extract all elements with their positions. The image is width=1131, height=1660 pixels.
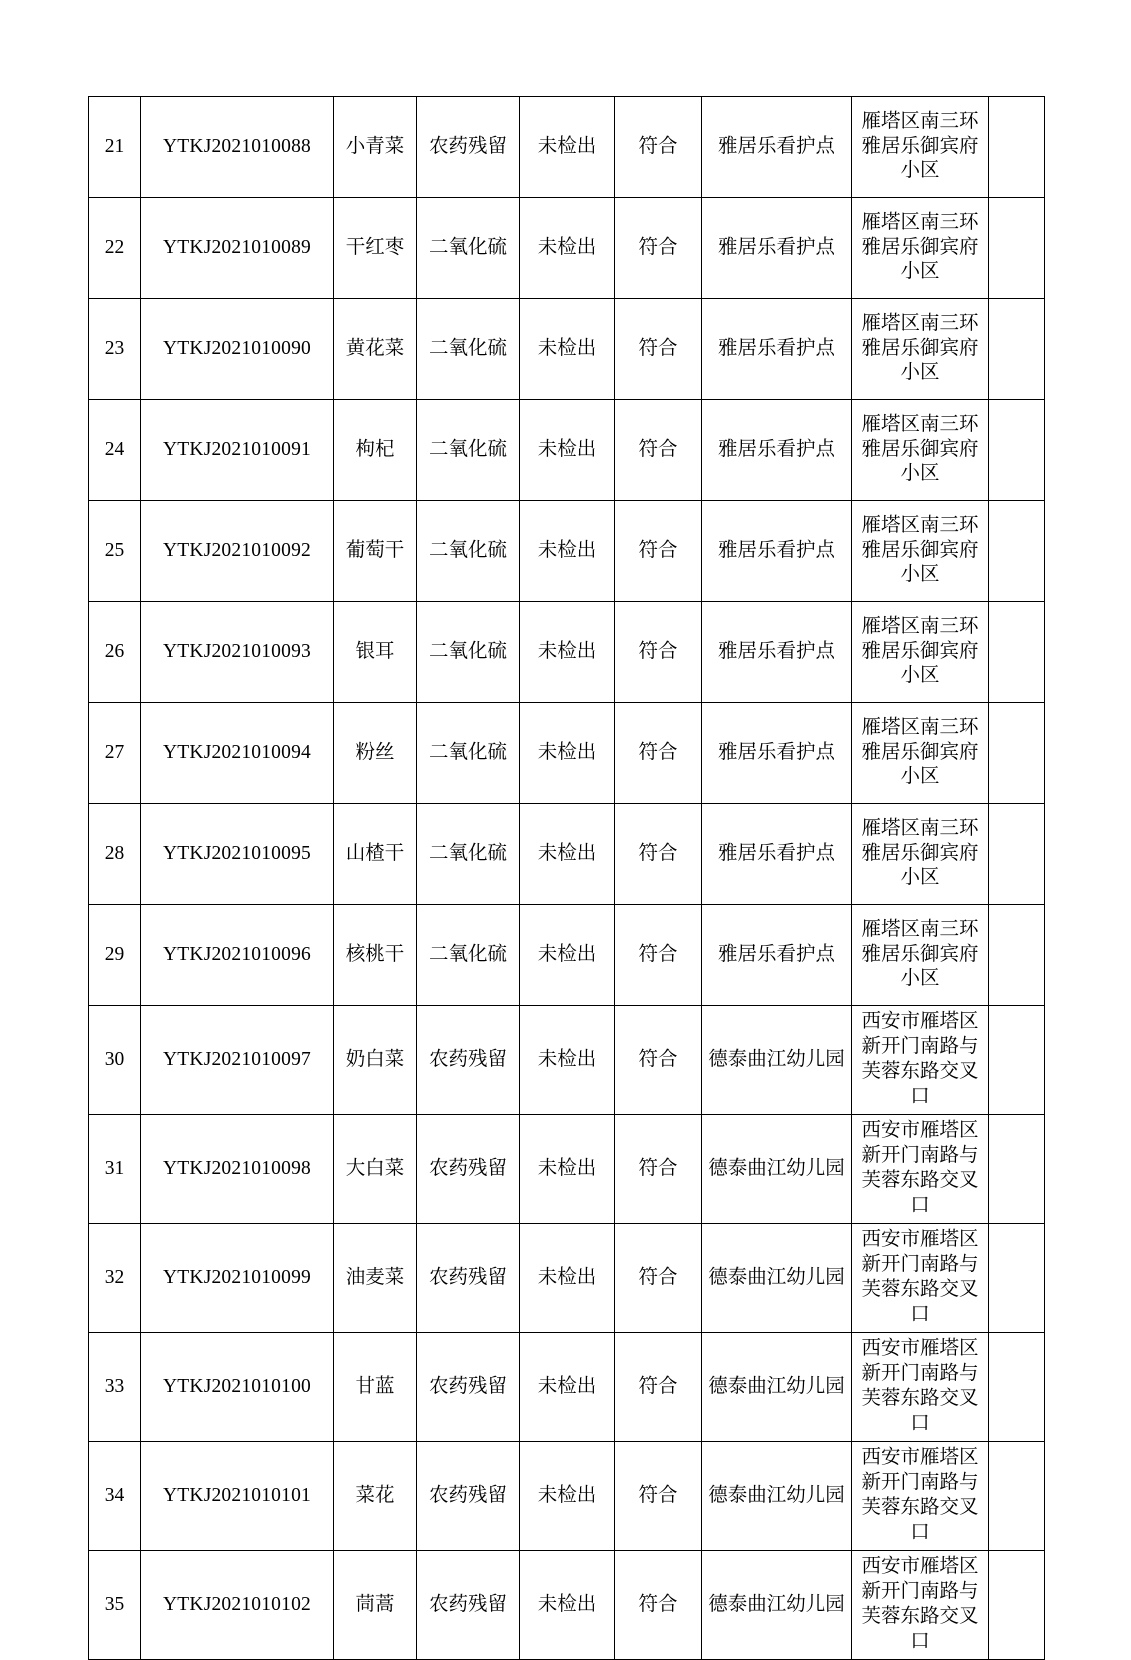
sample-code: YTKJ2021010088 — [141, 97, 334, 198]
verdict: 符合 — [615, 97, 702, 198]
sample-name: 黄花菜 — [334, 299, 417, 400]
table-row — [89, 501, 1045, 602]
row-index: 31 — [89, 1115, 141, 1224]
sample-name: 油麦菜 — [334, 1224, 417, 1333]
sample-name: 粉丝 — [334, 703, 417, 804]
remark — [989, 1333, 1045, 1442]
inspection-item: 二氧化硫 — [417, 804, 520, 905]
sampled-unit: 雅居乐看护点 — [702, 703, 852, 804]
sample-code: YTKJ2021010095 — [141, 804, 334, 905]
inspection-item: 农药残留 — [417, 1442, 520, 1551]
inspection-results-table — [88, 96, 1045, 1660]
inspection-result: 未检出 — [520, 1006, 615, 1115]
table-row — [89, 1224, 1045, 1333]
sample-name: 奶白菜 — [334, 1006, 417, 1115]
unit-address: 雁塔区南三环雅居乐御宾府小区 — [852, 97, 989, 198]
verdict: 符合 — [615, 1333, 702, 1442]
sampled-unit: 德泰曲江幼儿园 — [702, 1115, 852, 1224]
remark — [989, 1224, 1045, 1333]
table-row — [89, 198, 1045, 299]
sample-code: YTKJ2021010089 — [141, 198, 334, 299]
inspection-item: 二氧化硫 — [417, 703, 520, 804]
inspection-result: 未检出 — [520, 1333, 615, 1442]
inspection-result: 未检出 — [520, 97, 615, 198]
inspection-result: 未检出 — [520, 400, 615, 501]
row-index: 30 — [89, 1006, 141, 1115]
remark — [989, 1006, 1045, 1115]
sample-code: YTKJ2021010101 — [141, 1442, 334, 1551]
verdict: 符合 — [615, 703, 702, 804]
inspection-item: 二氧化硫 — [417, 400, 520, 501]
inspection-item: 二氧化硫 — [417, 905, 520, 1006]
table-row — [89, 905, 1045, 1006]
unit-address: 西安市雁塔区新开门南路与芙蓉东路交叉口 — [852, 1333, 989, 1442]
verdict: 符合 — [615, 198, 702, 299]
inspection-result: 未检出 — [520, 1551, 615, 1660]
remark — [989, 1442, 1045, 1551]
sampled-unit: 德泰曲江幼儿园 — [702, 1442, 852, 1551]
sampled-unit: 雅居乐看护点 — [702, 97, 852, 198]
verdict: 符合 — [615, 905, 702, 1006]
unit-address: 西安市雁塔区新开门南路与芙蓉东路交叉口 — [852, 1551, 989, 1660]
unit-address: 雁塔区南三环雅居乐御宾府小区 — [852, 400, 989, 501]
row-index: 21 — [89, 97, 141, 198]
verdict: 符合 — [615, 1224, 702, 1333]
inspection-result: 未检出 — [520, 501, 615, 602]
table-row — [89, 602, 1045, 703]
unit-address: 雁塔区南三环雅居乐御宾府小区 — [852, 299, 989, 400]
sample-code: YTKJ2021010102 — [141, 1551, 334, 1660]
sampled-unit: 雅居乐看护点 — [702, 804, 852, 905]
row-index: 32 — [89, 1224, 141, 1333]
inspection-item: 农药残留 — [417, 97, 520, 198]
sample-name: 菜花 — [334, 1442, 417, 1551]
inspection-item: 农药残留 — [417, 1224, 520, 1333]
row-index: 28 — [89, 804, 141, 905]
unit-address: 雁塔区南三环雅居乐御宾府小区 — [852, 501, 989, 602]
verdict: 符合 — [615, 400, 702, 501]
row-index: 26 — [89, 602, 141, 703]
table-row — [89, 400, 1045, 501]
remark — [989, 1551, 1045, 1660]
inspection-item: 二氧化硫 — [417, 198, 520, 299]
sample-name: 枸杞 — [334, 400, 417, 501]
inspection-result: 未检出 — [520, 1115, 615, 1224]
inspection-item: 农药残留 — [417, 1333, 520, 1442]
remark — [989, 703, 1045, 804]
row-index: 29 — [89, 905, 141, 1006]
sampled-unit: 雅居乐看护点 — [702, 400, 852, 501]
sampled-unit: 德泰曲江幼儿园 — [702, 1333, 852, 1442]
verdict: 符合 — [615, 1442, 702, 1551]
sample-name: 核桃干 — [334, 905, 417, 1006]
sample-code: YTKJ2021010093 — [141, 602, 334, 703]
unit-address: 雁塔区南三环雅居乐御宾府小区 — [852, 703, 989, 804]
table-row — [89, 1006, 1045, 1115]
sample-name: 茼蒿 — [334, 1551, 417, 1660]
inspection-item: 二氧化硫 — [417, 501, 520, 602]
sampled-unit: 雅居乐看护点 — [702, 905, 852, 1006]
sample-code: YTKJ2021010096 — [141, 905, 334, 1006]
table-row — [89, 97, 1045, 198]
sample-code: YTKJ2021010100 — [141, 1333, 334, 1442]
row-index: 25 — [89, 501, 141, 602]
verdict: 符合 — [615, 1551, 702, 1660]
sample-code: YTKJ2021010091 — [141, 400, 334, 501]
row-index: 24 — [89, 400, 141, 501]
sample-name: 银耳 — [334, 602, 417, 703]
row-index: 22 — [89, 198, 141, 299]
remark — [989, 299, 1045, 400]
sampled-unit: 德泰曲江幼儿园 — [702, 1006, 852, 1115]
unit-address: 雁塔区南三环雅居乐御宾府小区 — [852, 905, 989, 1006]
sample-code: YTKJ2021010098 — [141, 1115, 334, 1224]
verdict: 符合 — [615, 1006, 702, 1115]
remark — [989, 97, 1045, 198]
sample-name: 干红枣 — [334, 198, 417, 299]
verdict: 符合 — [615, 804, 702, 905]
inspection-result: 未检出 — [520, 198, 615, 299]
unit-address: 西安市雁塔区新开门南路与芙蓉东路交叉口 — [852, 1115, 989, 1224]
remark — [989, 1115, 1045, 1224]
remark — [989, 905, 1045, 1006]
remark — [989, 400, 1045, 501]
sample-code: YTKJ2021010092 — [141, 501, 334, 602]
sample-name: 大白菜 — [334, 1115, 417, 1224]
sampled-unit: 雅居乐看护点 — [702, 602, 852, 703]
inspection-item: 农药残留 — [417, 1006, 520, 1115]
row-index: 34 — [89, 1442, 141, 1551]
inspection-result: 未检出 — [520, 299, 615, 400]
sampled-unit: 雅居乐看护点 — [702, 198, 852, 299]
sample-code: YTKJ2021010094 — [141, 703, 334, 804]
row-index: 35 — [89, 1551, 141, 1660]
sample-name: 葡萄干 — [334, 501, 417, 602]
unit-address: 雁塔区南三环雅居乐御宾府小区 — [852, 804, 989, 905]
verdict: 符合 — [615, 299, 702, 400]
table-row — [89, 299, 1045, 400]
unit-address: 西安市雁塔区新开门南路与芙蓉东路交叉口 — [852, 1006, 989, 1115]
sampled-unit: 雅居乐看护点 — [702, 299, 852, 400]
unit-address: 西安市雁塔区新开门南路与芙蓉东路交叉口 — [852, 1224, 989, 1333]
row-index: 33 — [89, 1333, 141, 1442]
sample-code: YTKJ2021010097 — [141, 1006, 334, 1115]
row-index: 27 — [89, 703, 141, 804]
inspection-result: 未检出 — [520, 1224, 615, 1333]
remark — [989, 804, 1045, 905]
inspection-item: 二氧化硫 — [417, 602, 520, 703]
inspection-item: 农药残留 — [417, 1551, 520, 1660]
unit-address: 西安市雁塔区新开门南路与芙蓉东路交叉口 — [852, 1442, 989, 1551]
verdict: 符合 — [615, 602, 702, 703]
row-index: 23 — [89, 299, 141, 400]
remark — [989, 501, 1045, 602]
table-row — [89, 1551, 1045, 1660]
inspection-result: 未检出 — [520, 1442, 615, 1551]
sample-name: 甘蓝 — [334, 1333, 417, 1442]
remark — [989, 602, 1045, 703]
inspection-result: 未检出 — [520, 804, 615, 905]
inspection-item: 二氧化硫 — [417, 299, 520, 400]
sample-name: 小青菜 — [334, 97, 417, 198]
sample-name: 山楂干 — [334, 804, 417, 905]
verdict: 符合 — [615, 1115, 702, 1224]
unit-address: 雁塔区南三环雅居乐御宾府小区 — [852, 602, 989, 703]
table-body — [89, 97, 1045, 1660]
inspection-result: 未检出 — [520, 703, 615, 804]
sample-code: YTKJ2021010090 — [141, 299, 334, 400]
table-row — [89, 1115, 1045, 1224]
unit-address: 雁塔区南三环雅居乐御宾府小区 — [852, 198, 989, 299]
table-row — [89, 703, 1045, 804]
inspection-result: 未检出 — [520, 602, 615, 703]
sampled-unit: 雅居乐看护点 — [702, 501, 852, 602]
table-row — [89, 1333, 1045, 1442]
inspection-result: 未检出 — [520, 905, 615, 1006]
table-row — [89, 804, 1045, 905]
sample-code: YTKJ2021010099 — [141, 1224, 334, 1333]
sampled-unit: 德泰曲江幼儿园 — [702, 1224, 852, 1333]
inspection-item: 农药残留 — [417, 1115, 520, 1224]
table-row — [89, 1442, 1045, 1551]
verdict: 符合 — [615, 501, 702, 602]
remark — [989, 198, 1045, 299]
sampled-unit: 德泰曲江幼儿园 — [702, 1551, 852, 1660]
